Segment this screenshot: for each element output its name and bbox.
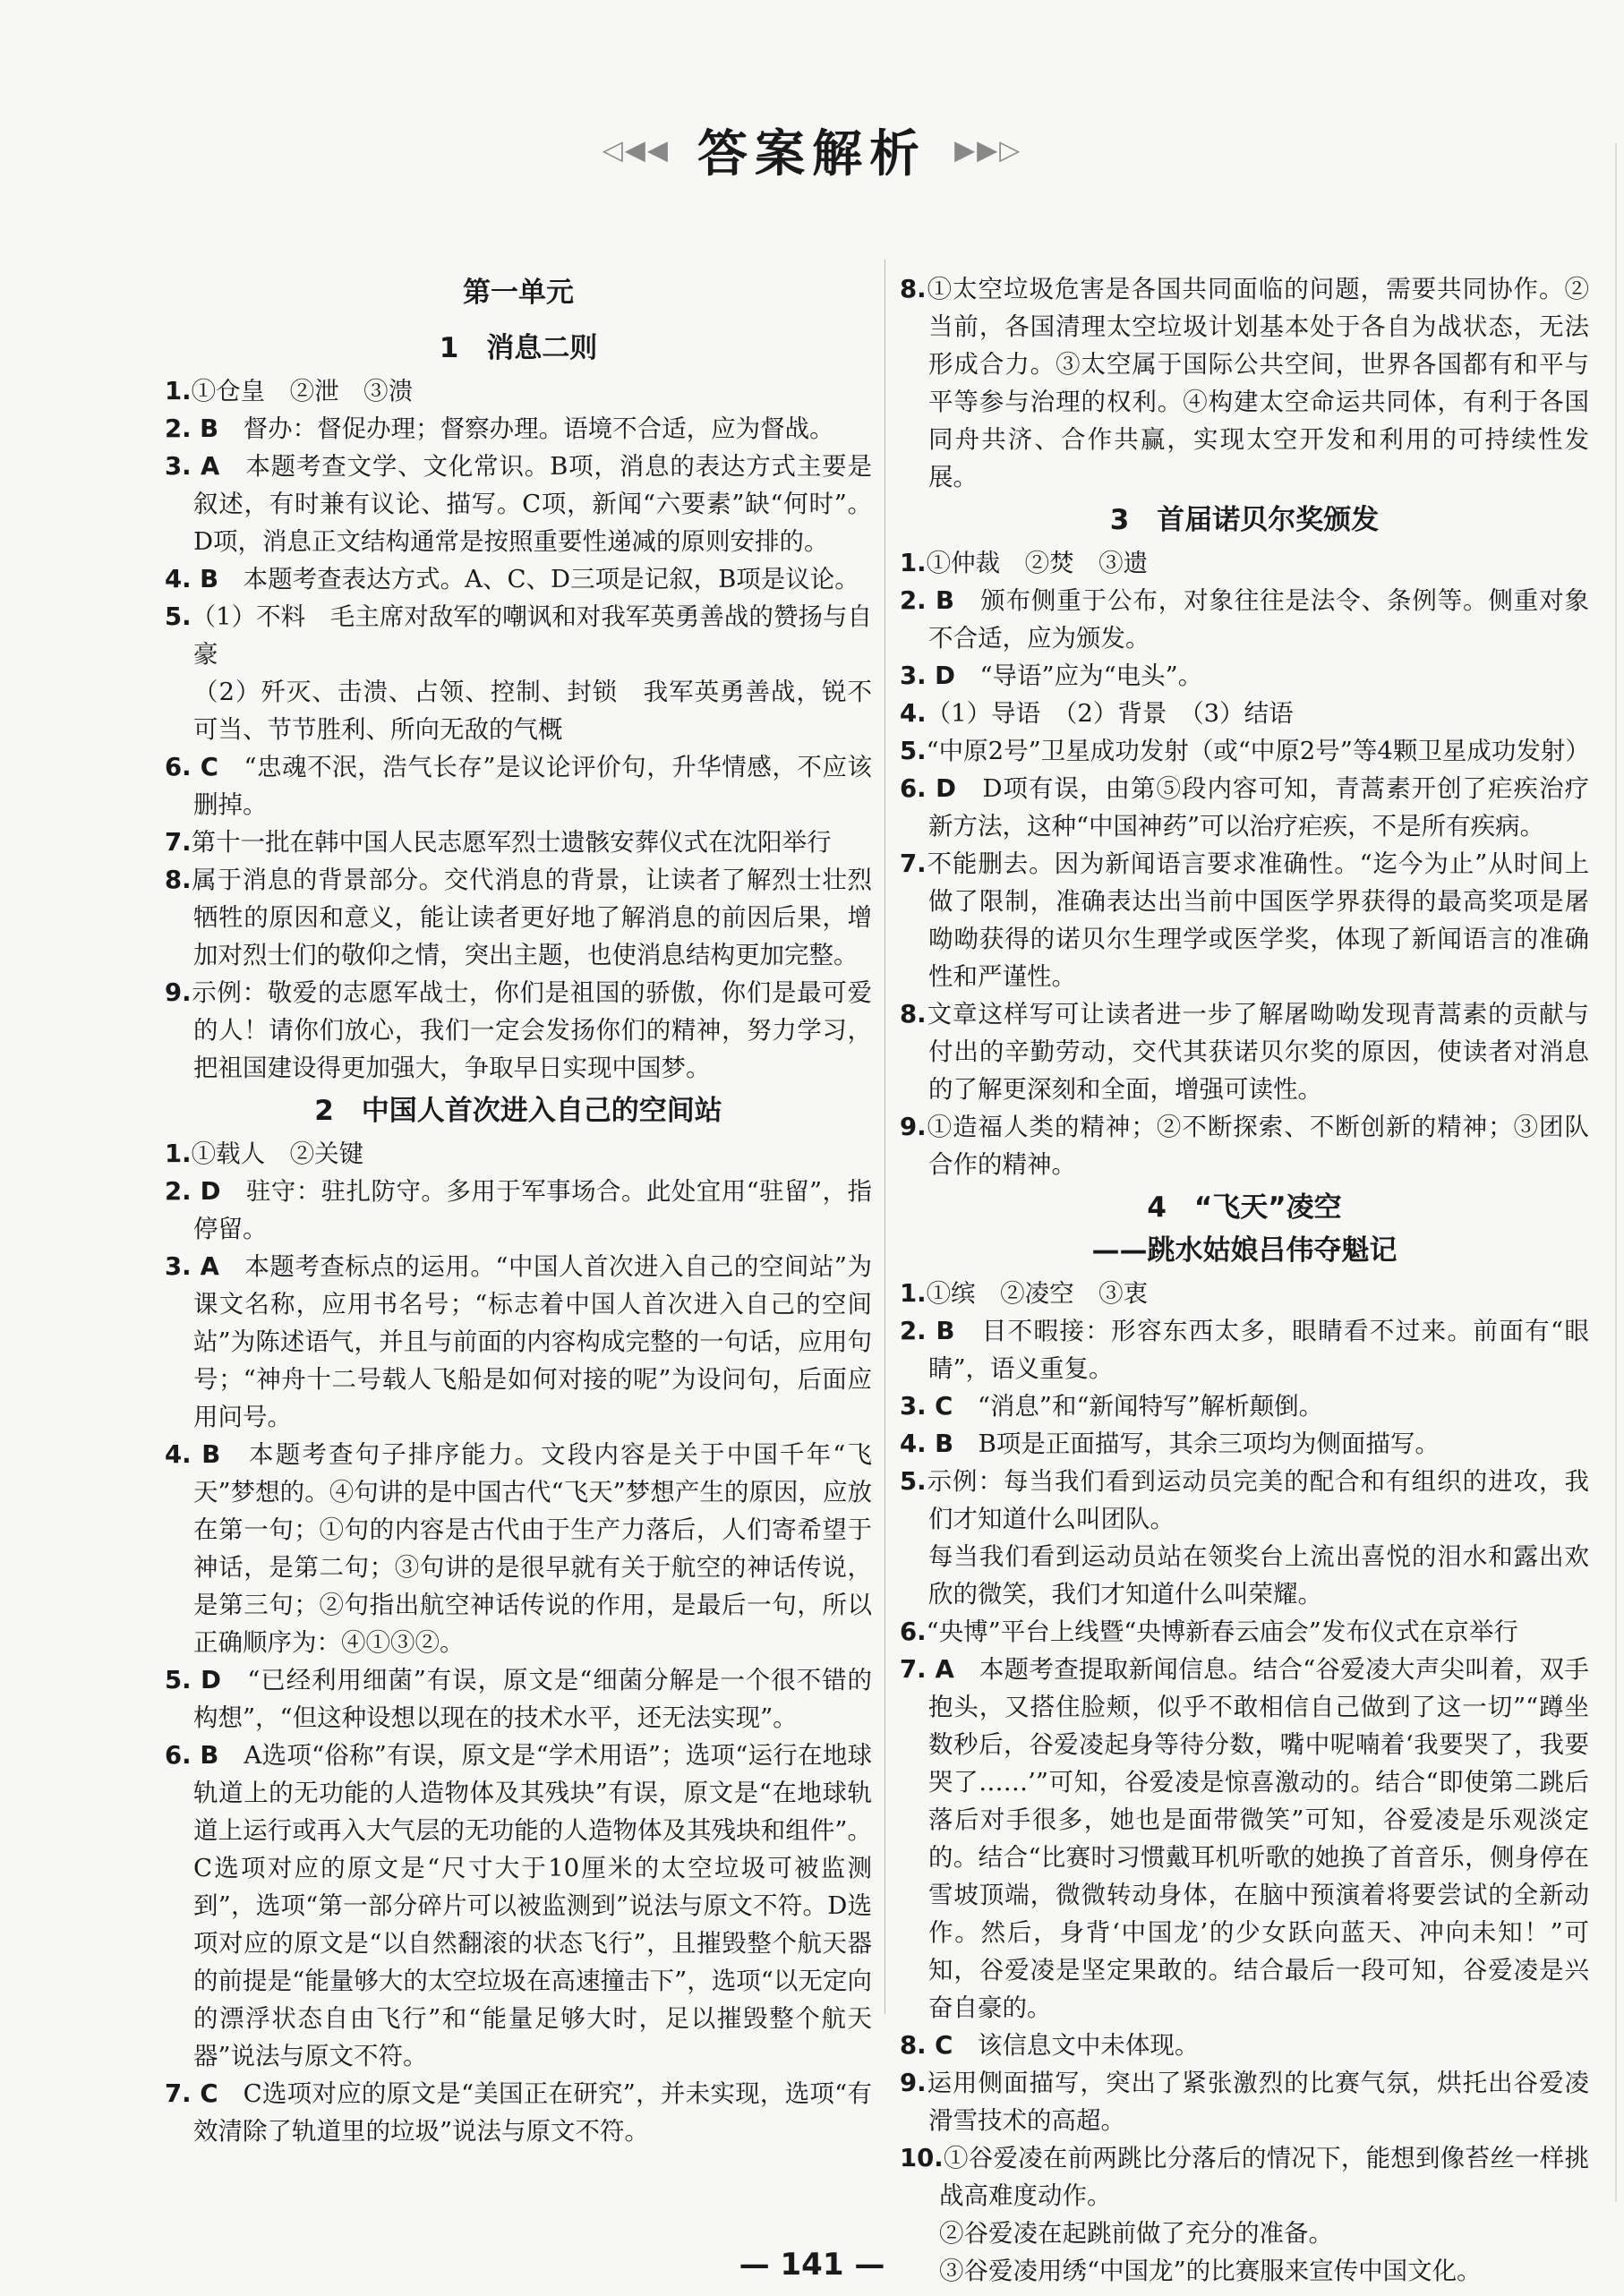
answer-item bbox=[165, 1135, 872, 1173]
answer-item bbox=[900, 695, 1589, 732]
answer-number: 1. bbox=[900, 549, 927, 577]
answer-text: 属于消息的背景部分。交代消息的背景，让读者了解烈士壮烈牺牲的原因和意义，能让读者更好地了解消息的前因后果，增加对烈士们的敬仰之情，突出主题，也使消息结构更加完整。 bbox=[191, 866, 872, 969]
answer-text: 颁布侧重于公布，对象往往是法令、条例等。侧重对象不合适，应为颁发。 bbox=[928, 586, 1589, 653]
answer-item bbox=[900, 270, 1589, 496]
answer-item bbox=[900, 1108, 1589, 1183]
answer-text: “忠魂不泯，浩气长存”是议论评价句，升华情感，不应该删掉。 bbox=[193, 753, 872, 819]
answer-number: 7. A bbox=[900, 1655, 954, 1684]
page-edge bbox=[1615, 143, 1617, 2202]
answer-text: ①谷爱凌在前两跳比分落后的情况下，能想到像苔丝一样挑战高难度动作。 bbox=[939, 2144, 1589, 2210]
answer-item bbox=[900, 995, 1589, 1108]
lesson1-answers bbox=[165, 372, 872, 1087]
answer-text: 本题考查标点的运用。“中国人首次进入自己的空间站”为课文名称，应用书名号；“标志着中国人首次进入自己的空间站”为陈述语气，并且与前面的内容构成完整的一句话，应用句号；“神舟十二号载人飞船是如何对接的呢”为设问句，后面应用问号。 bbox=[193, 1252, 872, 1431]
answer-number: 8. bbox=[900, 1000, 927, 1029]
answer-item bbox=[900, 2027, 1589, 2064]
answer-item bbox=[165, 1737, 872, 2075]
answer-text: ②谷爱凌在起跳前做了充分的准备。 bbox=[939, 2219, 1333, 2248]
answer-text: （2）歼灭、击溃、占领、控制、封锁 我军英勇善战，锐不可当、节节胜利、所向无敌的气概 bbox=[193, 678, 872, 744]
answer-text: （1）导语 （2）背景 （3）结语 bbox=[926, 699, 1294, 728]
answer-item bbox=[165, 2075, 872, 2150]
answer-text: ①太空垃圾危害是各国共同面临的问题，需要共同协作。②当前，各国清理太空垃圾计划基本处于各自为战状态，无法形成合力。③太空属于国际公共空间，世界各国都有和平与平等参与治理的权利。④构建太空命运共同体，有利于各国同舟共济、合作共赢，实现太空开发和利用的可持续性发展。 bbox=[926, 275, 1589, 491]
lesson4-answers bbox=[900, 1275, 1589, 2290]
answer-number: 6. C bbox=[165, 753, 218, 781]
answer-text: ①造福人类的精神；②不断探索、不断创新的精神；③团队合作的精神。 bbox=[926, 1113, 1589, 1179]
answer-item bbox=[900, 1312, 1589, 1387]
answer-item bbox=[165, 861, 872, 974]
answer-number: 6. D bbox=[900, 774, 956, 803]
answer-subitem bbox=[165, 673, 872, 748]
answer-text: 每当我们看到运动员站在领奖台上流出喜悦的泪水和露出欢欣的微笑，我们才知道什么叫荣耀。 bbox=[928, 1542, 1589, 1609]
answer-item bbox=[900, 770, 1589, 845]
title-deco-left: ◁◀◀ bbox=[602, 134, 670, 166]
answer-item bbox=[900, 657, 1589, 695]
answer-item bbox=[165, 1173, 872, 1248]
title-deco-right: ▶▶▷ bbox=[954, 134, 1022, 166]
lesson2-answers bbox=[165, 1135, 872, 2150]
answer-number: 7. bbox=[165, 828, 192, 857]
answer-text: ①载人 ②关键 bbox=[191, 1139, 364, 1168]
answer-text: C选项对应的原文是“美国正在研究”，并未实现，选项“有效清除了轨道里的垃圾”说法与原文不符。 bbox=[193, 2079, 872, 2146]
answer-number: 4. B bbox=[900, 1430, 954, 1458]
answer-number: 3. C bbox=[900, 1392, 953, 1421]
answer-item bbox=[900, 1651, 1589, 2027]
answer-item bbox=[165, 974, 872, 1087]
answer-number: 8. bbox=[165, 866, 192, 894]
answer-number: 10. bbox=[900, 2144, 944, 2172]
answer-text: ①缤 ②凌空 ③衷 bbox=[926, 1279, 1149, 1308]
answer-text: 督办：督促办理；督察办理。语境不合适，应为督战。 bbox=[218, 414, 834, 443]
lesson-title: 2 中国人首次进入自己的空间站 bbox=[314, 1095, 722, 1127]
answer-text: 示例：每当我们看到运动员完美的配合和有组织的进攻，我们才知道什么叫团队。 bbox=[926, 1467, 1589, 1533]
answer-number: 2. B bbox=[900, 586, 954, 615]
answer-number: 3. A bbox=[165, 1252, 219, 1281]
answer-text: 目不暇接：形容东西太多，眼睛看不过来。前面有“眼睛”，语义重复。 bbox=[928, 1317, 1589, 1383]
answer-number: 4. B bbox=[165, 565, 219, 593]
left-column bbox=[165, 270, 872, 2150]
answer-number: 6. bbox=[900, 1617, 927, 1646]
answer-number: 9. bbox=[165, 978, 192, 1007]
page-number: — 141 — bbox=[739, 2247, 885, 2283]
answer-number: 8. C bbox=[900, 2031, 953, 2060]
answer-number: 5. bbox=[165, 602, 192, 631]
answer-text: 示例：敬爱的志愿军战士，你们是祖国的骄傲，你们是最可爱的人！请你们放心，我们一定会发扬你们的精神，努力学习，把祖国建设得更加强大，争取早日实现中国梦。 bbox=[191, 978, 872, 1082]
answer-number: 3. D bbox=[900, 661, 955, 690]
answer-number: 8. bbox=[900, 275, 927, 303]
answer-item bbox=[165, 560, 872, 598]
answer-number: 3. A bbox=[165, 452, 220, 481]
lesson-title: 4 “飞天”凌空 bbox=[1147, 1191, 1342, 1224]
answer-text: 本题考查提取新闻信息。结合“谷爱凌大声尖叫着，双手抱头，又搭住脸颊，似乎不敢相信自己做到了这一切”“蹲坐数秒后，谷爱凌起身等待分数，嘴中呢喃着‘我要哭了，我要哭了……’”可知，谷爱凌是惊喜激动的。结合“即使第二跳后落后对手很多，她也是面带微笑”可知，谷爱凌是乐观淡定的。结合“比赛时习惯戴耳机听歌的她换了首音乐，侧身停在雪坡顶端，微微转动身体，在脑中预演着将要尝试的全新动作。然后，身背‘中国龙’的少女跃向蓝天、冲向未知！”可知，谷爱凌是坚定果敢的。结合最后一段可知，谷爱凌是兴奋自豪的。 bbox=[928, 1655, 1589, 2022]
answer-text: “中原2号”卫星成功发射（或“中原2号”等4颗卫星成功发射） bbox=[926, 737, 1590, 765]
answer-text: （1）不料 毛主席对敌军的嘲讽和对我军英勇善战的赞扬与自豪 bbox=[191, 602, 872, 669]
answer-text: 运用侧面描写，突出了紧张激烈的比赛气氛，烘托出谷爱凌滑雪技术的高超。 bbox=[926, 2069, 1589, 2135]
answer-subitem bbox=[900, 1538, 1589, 1613]
answer-text: ①仲裁 ②焚 ③遗 bbox=[926, 549, 1149, 577]
answer-number: 4. bbox=[900, 699, 927, 728]
lesson-title: 3 首届诺贝尔奖颁发 bbox=[1109, 504, 1380, 536]
answer-text: D项有误，由第⑤段内容可知，青蒿素开创了疟疾治疗新方法，这种“中国神药”可以治疗疟疾，不是所有疾病。 bbox=[928, 774, 1590, 841]
answer-item bbox=[900, 2139, 1589, 2215]
answer-number: 9. bbox=[900, 2069, 927, 2097]
answer-item bbox=[900, 582, 1589, 657]
page-title-text: 答案解析 bbox=[697, 125, 927, 184]
answer-number: 5. D bbox=[165, 1666, 221, 1694]
answer-number: 1. bbox=[900, 1279, 927, 1308]
answer-number: 1. bbox=[165, 377, 192, 405]
answer-number: 7. C bbox=[165, 2079, 218, 2108]
answer-number: 4. B bbox=[165, 1440, 221, 1469]
answer-item bbox=[900, 1613, 1589, 1651]
answer-item bbox=[165, 410, 872, 448]
answer-item bbox=[165, 1661, 872, 1737]
answer-number: 1. bbox=[165, 1139, 192, 1168]
answer-text: A选项“俗称”有误，原文是“学术用语”；选项“运行在地球轨道上的无功能的人造物体及其残块”有误，原文是“在地球轨道上运行或再入大气层的无功能的人造物体及其残块和组件”。C选项对应的原文是“尺寸大于10厘米的太空垃圾可被监测到”，选项“第一部分碎片可以被监测到”说法与原文不符。D选项对应的原文是“以自然翻滚的状态飞行”，且摧毁整个航天器的前提是“能量够大的太空垃圾在高速撞击下”，选项“以无定向的漂浮状态自由飞行”和“能量足够大时，足以摧毁整个航天器”说法与原文不符。 bbox=[193, 1741, 872, 2070]
answer-item bbox=[900, 1425, 1589, 1463]
answer-number: 2. B bbox=[165, 414, 219, 443]
answer-text: ③谷爱凌用绣“中国龙”的比赛服来宣传中国文化。 bbox=[939, 2257, 1482, 2285]
answer-text: 本题考查文学、文化常识。B项，消息的表达方式主要是叙述，有时兼有议论、描写。C项，新闻“六要素”缺“何时”。D项，消息正文结构通常是按照重要性递减的原则安排的。 bbox=[193, 452, 872, 556]
answer-item bbox=[165, 1248, 872, 1436]
answer-text: “央博”平台上线暨“央博新春云庙会”发布仪式在京举行 bbox=[926, 1617, 1518, 1646]
answer-text: “导语”应为“电头”。 bbox=[954, 661, 1203, 690]
answer-text: 本题考查句子排序能力。文段内容是关于中国千年“飞天”梦想的。④句讲的是中国古代“飞天”梦想产生的原因，应放在第一句；①句的内容是古代由于生产力落后，人们寄希望于神话，是第二句；③句讲的是很早就有关于航空的神话传说，是第三句；②句指出航空神话传说的作用，是最后一句，所以正确顺序为：④①③②。 bbox=[193, 1440, 872, 1657]
answer-item bbox=[900, 1387, 1589, 1425]
answer-number: 2. B bbox=[900, 1317, 955, 1345]
unit-title: 第一单元 bbox=[463, 277, 574, 309]
answer-number: 7. bbox=[900, 849, 927, 878]
answer-item bbox=[165, 748, 872, 824]
answer-text: “已经利用细菌”有误，原文是“细菌分解是一个很不错的构想”，“但这种设想以现在的技术水平，还无法实现”。 bbox=[193, 1666, 872, 1732]
answer-item bbox=[165, 824, 872, 861]
answer-text: 第十一批在韩中国人民志愿军烈士遗骸安葬仪式在沈阳举行 bbox=[191, 828, 832, 857]
answer-item bbox=[900, 544, 1589, 582]
lesson2-continued bbox=[900, 270, 1589, 496]
answer-number: 6. B bbox=[165, 1741, 219, 1770]
answer-item bbox=[900, 2064, 1589, 2139]
answer-text: B项是正面描写，其余三项均为侧面描写。 bbox=[953, 1430, 1440, 1458]
answer-number: 5. bbox=[900, 1467, 927, 1496]
lesson-subtitle: ——跳水姑娘吕伟夺魁记 bbox=[1091, 1234, 1397, 1267]
answer-item bbox=[165, 598, 872, 673]
right-column bbox=[900, 270, 1589, 2290]
answer-text: 该信息文中未体现。 bbox=[953, 2031, 1200, 2060]
answer-text: 本题考查表达方式。A、C、D三项是记叙，B项是议论。 bbox=[218, 565, 859, 593]
answer-text: 文章这样写可让读者进一步了解屠呦呦发现青蒿素的贡献与付出的辛勤劳动，交代其获诺贝尔奖的原因，使读者对消息的了解更深刻和全面，增强可读性。 bbox=[926, 1000, 1589, 1104]
lesson-title: 1 消息二则 bbox=[439, 332, 598, 364]
answer-item bbox=[900, 1275, 1589, 1312]
answer-item bbox=[900, 845, 1589, 995]
answer-text: “消息”和“新闻特写”解析颠倒。 bbox=[953, 1392, 1324, 1421]
answer-item bbox=[900, 732, 1589, 770]
page-title bbox=[0, 115, 1624, 186]
answer-text: 不能删去。因为新闻语言要求准确性。“迄今为止”从时间上做了限制，准确表达出当前中国医学界获得的最高奖项是屠呦呦获得的诺贝尔生理学或医学奖，体现了新闻语言的准确性和严谨性。 bbox=[926, 849, 1589, 991]
answer-number: 5. bbox=[900, 737, 927, 765]
answer-number: 9. bbox=[900, 1113, 927, 1141]
answer-item bbox=[165, 448, 872, 560]
answer-item bbox=[165, 1436, 872, 1661]
answer-number: 2. D bbox=[165, 1177, 221, 1206]
answer-item bbox=[900, 1463, 1589, 1538]
answer-text: 驻守：驻扎防守。多用于军事场合。此处宜用“驻留”，指停留。 bbox=[193, 1177, 873, 1243]
lesson3-answers bbox=[900, 544, 1589, 1183]
answer-item bbox=[165, 372, 872, 410]
answer-text: ①仓皇 ②泄 ③溃 bbox=[191, 377, 414, 405]
